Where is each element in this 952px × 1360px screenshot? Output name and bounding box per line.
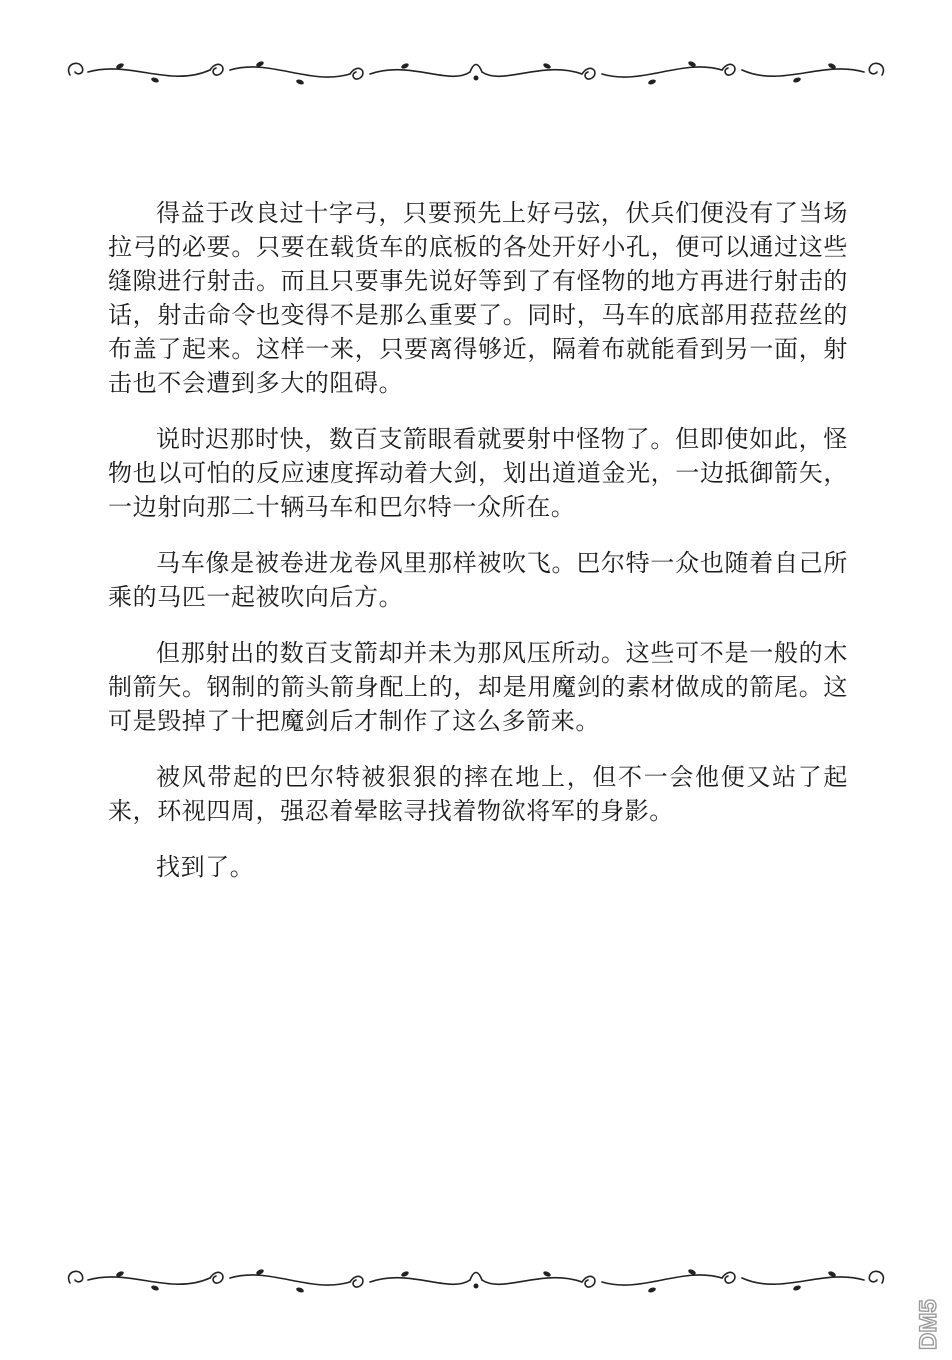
article-body — [108, 196, 848, 906]
bottom-ornament-border-icon — [60, 1258, 892, 1308]
paragraph: 说时迟那时快，数百支箭眼看就要射中怪物了。但即使如此，怪物也以可怕的反应速度挥动着大剑，划出道道金光，一边抵御箭矢，一边射向那二十辆马车和巴尔特一众所在。 — [108, 425, 848, 521]
svg-text:DM5: DM5 — [915, 1299, 942, 1350]
paragraph: 马车像是被卷进龙卷风里那样被吹飞。巴尔特一众也随着自己所乘的马匹一起被吹向后方。 — [108, 549, 848, 611]
paragraph: 得益于改良过十字弓，只要预先上好弓弦，伏兵们便没有了当场拉弓的必要。只要在载货车的底板的各处开好小孔，便可以通过这些缝隙进行射击。而且只要事先说好等到了有怪物的地方再进行射击的话，射击命令也变得不是那么重要了。同时，马车的底部用菈菈丝的布盖了起来。这样一来，只要离得够近，隔着布就能看到另一面，射击也不会遭到多大的阻碍。 — [108, 199, 848, 397]
top-ornament-border-icon — [60, 50, 892, 100]
paragraph: 被风带起的巴尔特被狠狠的摔在地上，但不一会他便又站了起来，环视四周，强忍着晕眩寻找着物欲将军的身影。 — [108, 763, 848, 825]
paragraph: 找到了。 — [156, 853, 255, 881]
dm5-watermark-icon — [912, 1250, 944, 1354]
paragraph: 但那射出的数百支箭却并未为那风压所动。这些可不是一般的木制箭矢。钢制的箭头箭身配上的，却是用魔剑的素材做成的箭尾。这可是毁掉了十把魔剑后才制作了这么多箭来。 — [108, 639, 848, 735]
